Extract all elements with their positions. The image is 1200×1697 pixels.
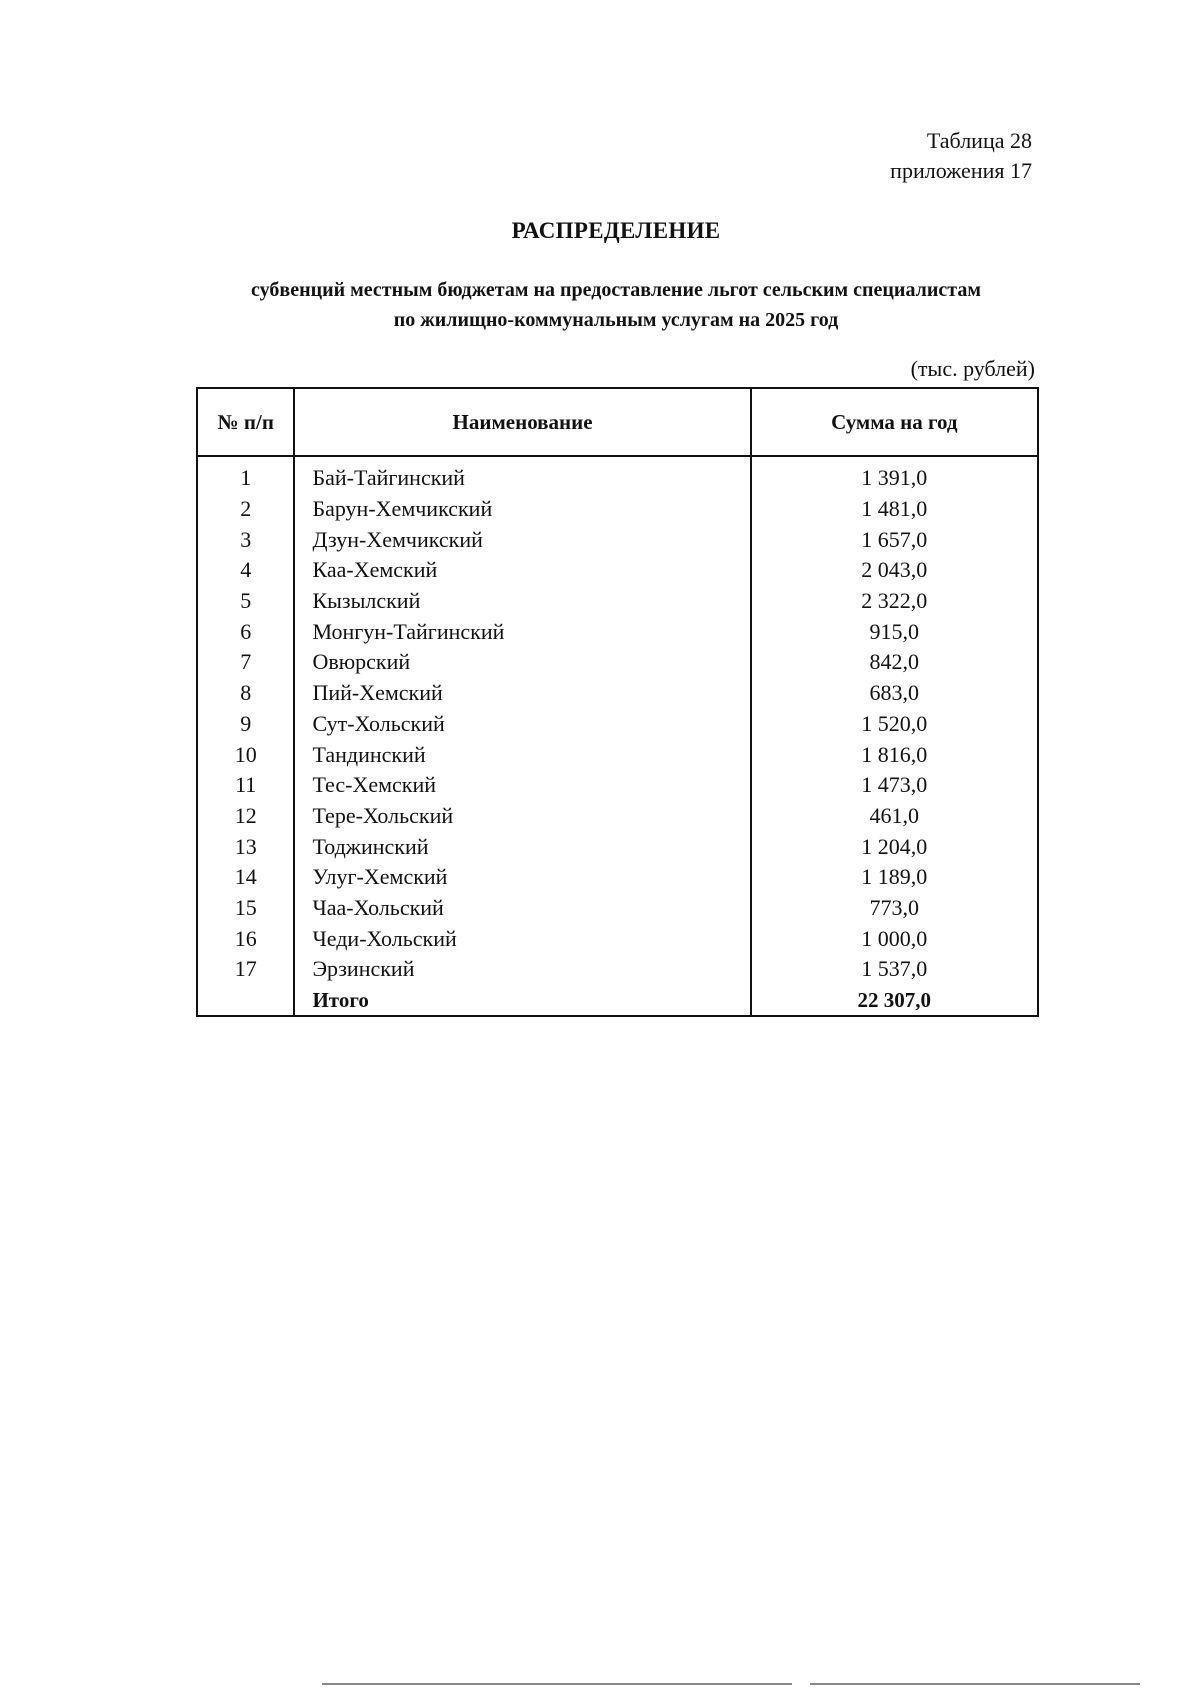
table-row [197,616,1038,647]
table-row [197,524,1038,555]
row-name-cell: Овюрский [294,647,750,678]
document-title: РАСПРЕДЕЛЕНИЕ [511,218,721,243]
row-name-cell: Тес-Хемский [294,770,750,801]
units-label: (тыс. рублей) [910,356,1035,381]
total-number-cell [197,985,294,1017]
row-number-cell: 8 [197,678,294,709]
row-sum-cell: 1 520,0 [751,709,1038,740]
total-row [197,985,1038,1017]
table-row [197,831,1038,862]
table-row [197,555,1038,586]
column-header-sum: Сумма на год [751,388,1038,456]
table-number-label: Таблица 28 [926,128,1032,153]
row-number-cell: 3 [197,524,294,555]
row-sum-cell: 1 204,0 [751,831,1038,862]
row-name-cell: Пий-Хемский [294,678,750,709]
row-sum-cell: 842,0 [751,647,1038,678]
row-name-cell: Тере-Хольский [294,801,750,832]
table-row [197,862,1038,893]
row-sum-cell: 2 322,0 [751,586,1038,617]
row-name-cell: Монгун-Тайгинский [294,616,750,647]
row-number-cell: 14 [197,862,294,893]
row-number-cell: 15 [197,893,294,924]
row-name-cell: Чаа-Хольский [294,893,750,924]
row-sum-cell: 2 043,0 [751,555,1038,586]
row-sum-cell: 1 189,0 [751,862,1038,893]
column-header-number: № п/п [197,388,294,456]
table-reference [890,126,1032,186]
row-name-cell: Сут-Хольский [294,709,750,740]
row-name-cell: Улуг-Хемский [294,862,750,893]
total-sum-cell: 22 307,0 [751,985,1038,1017]
row-number-cell: 9 [197,709,294,740]
table-row [197,647,1038,678]
footer-divider-line [810,1683,1140,1685]
table-row [197,739,1038,770]
row-sum-cell: 1 473,0 [751,770,1038,801]
table-row [197,586,1038,617]
subtitle-line-2: по жилищно-коммунальным услугам на 2025 год [393,309,839,331]
total-label-cell: Итого [294,985,750,1017]
row-sum-cell: 1 481,0 [751,494,1038,525]
row-sum-cell: 461,0 [751,801,1038,832]
row-sum-cell: 1 000,0 [751,923,1038,954]
table-row [197,678,1038,709]
table-row [197,456,1038,494]
row-sum-cell: 773,0 [751,893,1038,924]
table-row [197,709,1038,740]
table-body [197,456,1038,1016]
row-sum-cell: 1 816,0 [751,739,1038,770]
row-number-cell: 5 [197,586,294,617]
table-row [197,801,1038,832]
row-name-cell: Эрзинский [294,954,750,985]
row-number-cell: 7 [197,647,294,678]
table-row [197,494,1038,525]
footer-divider-line [322,1683,792,1685]
table-row [197,770,1038,801]
row-sum-cell: 915,0 [751,616,1038,647]
row-number-cell: 17 [197,954,294,985]
row-name-cell: Тандинский [294,739,750,770]
row-number-cell: 11 [197,770,294,801]
row-number-cell: 16 [197,923,294,954]
column-header-name: Наименование [294,388,750,456]
row-name-cell: Барун-Хемчикский [294,494,750,525]
row-number-cell: 10 [197,739,294,770]
table-row [197,923,1038,954]
table-row [197,954,1038,985]
row-sum-cell: 1 537,0 [751,954,1038,985]
row-sum-cell: 1 391,0 [751,456,1038,494]
distribution-table [196,387,1039,1017]
row-sum-cell: 683,0 [751,678,1038,709]
appendix-label: приложения 17 [890,158,1032,183]
row-sum-cell: 1 657,0 [751,524,1038,555]
row-number-cell: 1 [197,456,294,494]
row-number-cell: 2 [197,494,294,525]
row-name-cell: Дзун-Хемчикский [294,524,750,555]
row-number-cell: 12 [197,801,294,832]
subtitle-line-1: субвенций местным бюджетам на предоставление льгот сельским специалистам [251,279,981,301]
table-row [197,893,1038,924]
document-subtitle [0,275,1200,335]
row-name-cell: Чеди-Хольский [294,923,750,954]
row-name-cell: Каа-Хемский [294,555,750,586]
row-number-cell: 4 [197,555,294,586]
table-header-row [197,388,1038,456]
row-name-cell: Кызылский [294,586,750,617]
row-number-cell: 6 [197,616,294,647]
row-number-cell: 13 [197,831,294,862]
row-name-cell: Бай-Тайгинский [294,456,750,494]
row-name-cell: Тоджинский [294,831,750,862]
